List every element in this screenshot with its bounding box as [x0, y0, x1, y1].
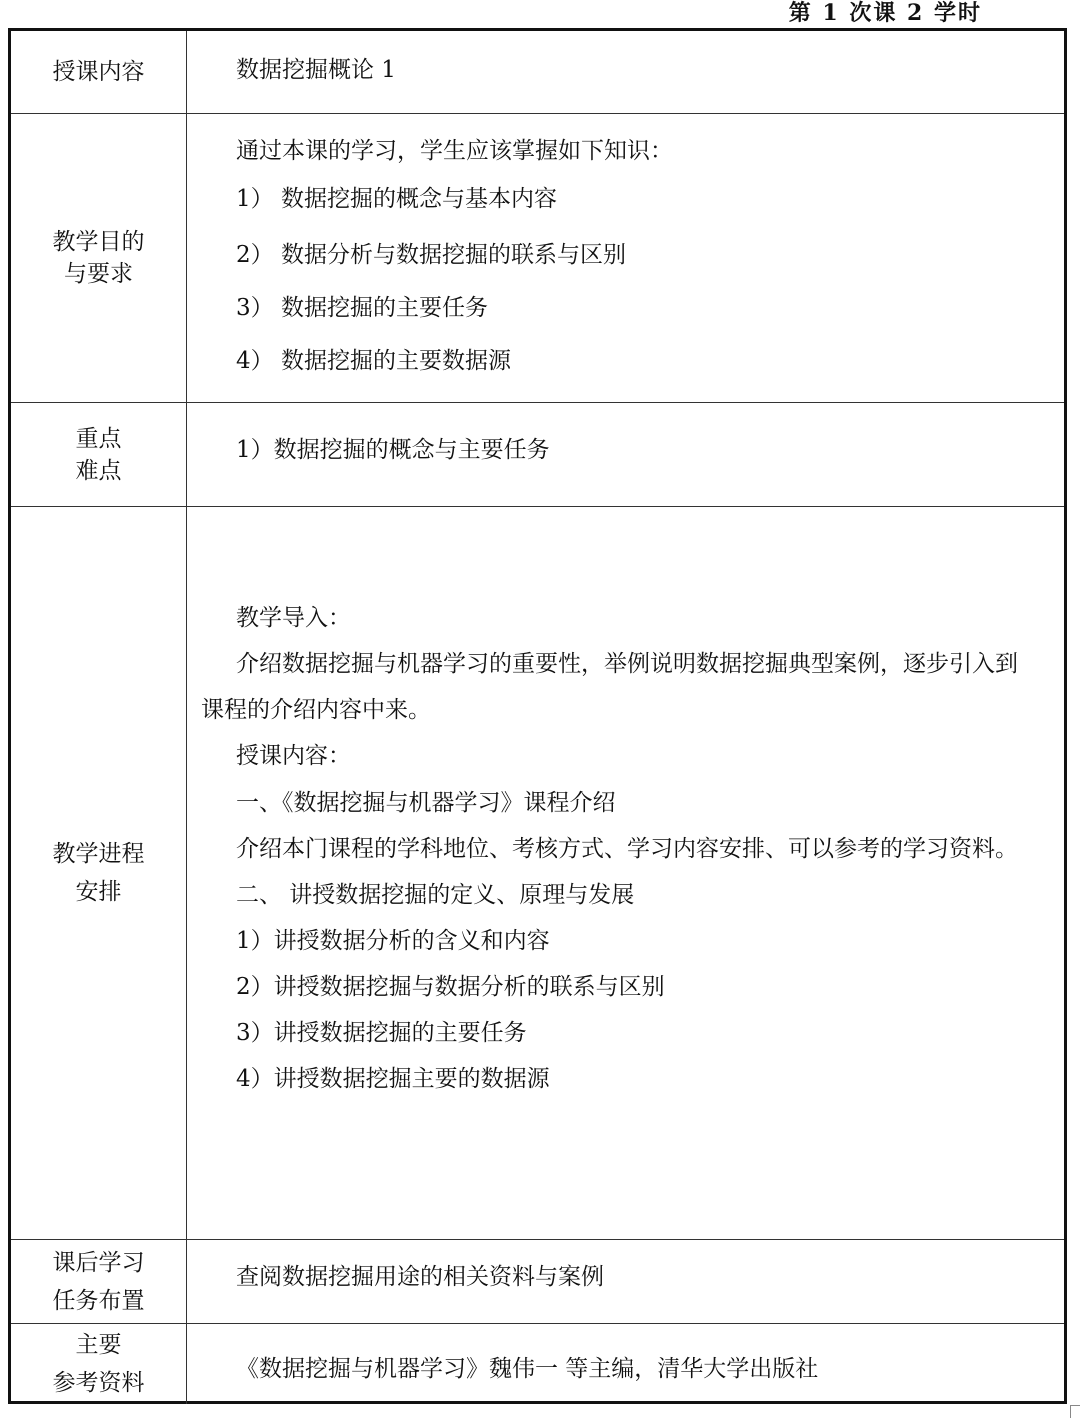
topic-label: 授课内容	[52, 59, 145, 85]
process-line: 授课内容：	[236, 743, 351, 769]
lesson-header: 第 1 次课 2 学时	[788, 0, 982, 26]
process-line: 课程的介绍内容中来。	[201, 697, 431, 723]
process-line: 二、 讲授数据挖掘的定义、原理与发展	[236, 882, 635, 908]
process-line: 介绍数据挖掘与机器学习的重要性，举例说明数据挖掘典型案例，逐步引入到	[236, 651, 1018, 677]
process-line: 4）讲授数据挖掘主要的数据源	[236, 1066, 550, 1092]
process-line: 2）讲授数据挖掘与数据分析的联系与区别	[236, 974, 665, 1000]
process-content	[188, 507, 1064, 1239]
row-topic	[11, 31, 1064, 114]
homework-text: 查阅数据挖掘用途的相关资料与案例	[236, 1264, 604, 1290]
process-line: 3）讲授数据挖掘的主要任务	[236, 1020, 527, 1046]
references-label: 主要 参考资料	[52, 1332, 145, 1396]
topic-content	[188, 31, 1064, 113]
key-points-content	[188, 403, 1064, 506]
objectives-line: 4） 数据挖掘的主要数据源	[236, 348, 511, 374]
objectives-label: 教学目的 与要求	[52, 229, 145, 287]
objectives-content	[188, 114, 1064, 402]
process-line: 一、《数据挖掘与机器学习》课程介绍	[236, 790, 616, 816]
process-label: 教学进程 安排	[52, 841, 145, 905]
process-line: 1）讲授数据分析的含义和内容	[236, 928, 550, 954]
references-text: 《数据挖掘与机器学习》魏伟一 等主编，清华大学出版社	[236, 1356, 819, 1382]
key-points-text: 1）数据挖掘的概念与主要任务	[236, 437, 550, 463]
process-line: 教学导入：	[236, 605, 351, 631]
objectives-line: 2） 数据分析与数据挖掘的联系与区别	[236, 242, 626, 268]
references-content	[188, 1324, 1064, 1404]
key-points-label: 重点 难点	[75, 425, 122, 484]
lesson-plan-table	[8, 28, 1067, 1404]
corner-mark	[1070, 1405, 1080, 1418]
row-references	[11, 1324, 1064, 1404]
objectives-line: 通过本课的学习，学生应该掌握如下知识：	[236, 138, 673, 164]
row-process	[11, 507, 1064, 1240]
objectives-line: 1） 数据挖掘的概念与基本内容	[236, 186, 557, 212]
process-line: 介绍本门课程的学科地位、考核方式、学习内容安排、可以参考的学习资料。	[236, 836, 1018, 862]
topic-text: 数据挖掘概论 1	[236, 57, 396, 83]
row-key-points	[11, 403, 1064, 507]
row-objectives	[11, 114, 1064, 403]
homework-label: 课后学习 任务布置	[52, 1249, 145, 1314]
row-homework	[11, 1240, 1064, 1324]
homework-content	[188, 1240, 1064, 1323]
objectives-line: 3） 数据挖掘的主要任务	[236, 295, 488, 321]
